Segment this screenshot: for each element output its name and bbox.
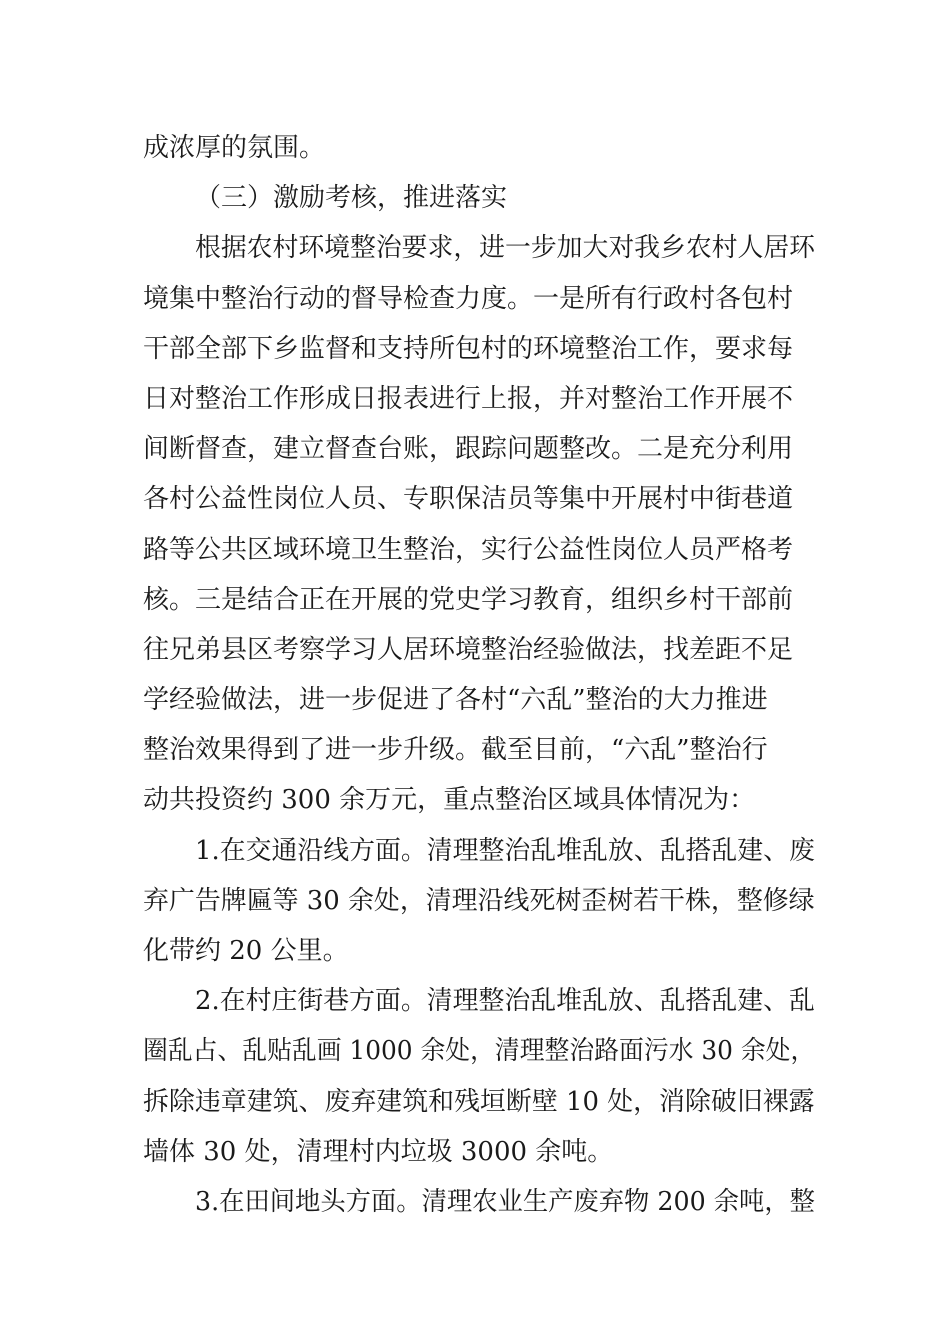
text-line: 墙体 30 处，清理村内垃圾 3000 余吨。	[143, 1136, 614, 1167]
text-line: 日对整治工作形成日报表进行上报，并对整治工作开展不	[143, 383, 794, 414]
text-line: 境集中整治行动的督导检查力度。一是所有行政村各包村	[143, 283, 794, 314]
text-line: 间断督查，建立督查台账，跟踪问题整改。二是充分利用	[143, 434, 794, 465]
list-item-start: 2.在村庄街巷方面。清理整治乱堆乱放、乱搭乱建、乱	[195, 986, 815, 1017]
text-line: 圈乱占、乱贴乱画 1000 余处，清理整治路面污水 30 余处，	[143, 1036, 816, 1067]
text-line: 整治效果得到了进一步升级。截至目前，“六乱”整治行	[143, 735, 768, 766]
text-line: 成浓厚的氛围。	[143, 133, 326, 163]
text-line: 路等公共区域环境卫生整治，实行公益性岗位人员严格考	[143, 534, 794, 565]
text-line: 弃广告牌匾等 30 余处，清理沿线死树歪树若干株，整修绿	[143, 885, 815, 916]
text-line: 干部全部下乡监督和支持所包村的环境整治工作，要求每	[143, 333, 794, 364]
text-line: 学经验做法，进一步促进了各村“六乱”整治的大力推进	[143, 685, 768, 716]
text-line: 往兄弟县区考察学习人居环境整治经验做法，找差距不足	[143, 634, 794, 665]
list-item-start: 1.在交通沿线方面。清理整治乱堆乱放、乱搭乱建、废	[195, 835, 815, 866]
text-line: 核。三是结合正在开展的党史学习教育，组织乡村干部前	[143, 584, 794, 615]
text-line: 动共投资约 300 余万元，重点整治区域具体情况为：	[143, 785, 756, 816]
text-line: 化带约 20 公里。	[143, 936, 349, 966]
paragraph-start: 根据农村环境整治要求，进一步加大对我乡农村人居环	[195, 233, 816, 264]
section-heading: （三）激励考核，推进落实	[195, 183, 508, 214]
text-line: 各村公益性岗位人员、专职保洁员等集中开展村中街巷道	[143, 484, 794, 515]
text-line: 拆除违章建筑、废弃建筑和残垣断壁 10 处，消除破旧裸露	[143, 1086, 815, 1117]
document-body	[143, 123, 815, 1227]
list-item-start: 3.在田间地头方面。清理农业生产废弃物 200 余吨，整	[195, 1186, 815, 1217]
